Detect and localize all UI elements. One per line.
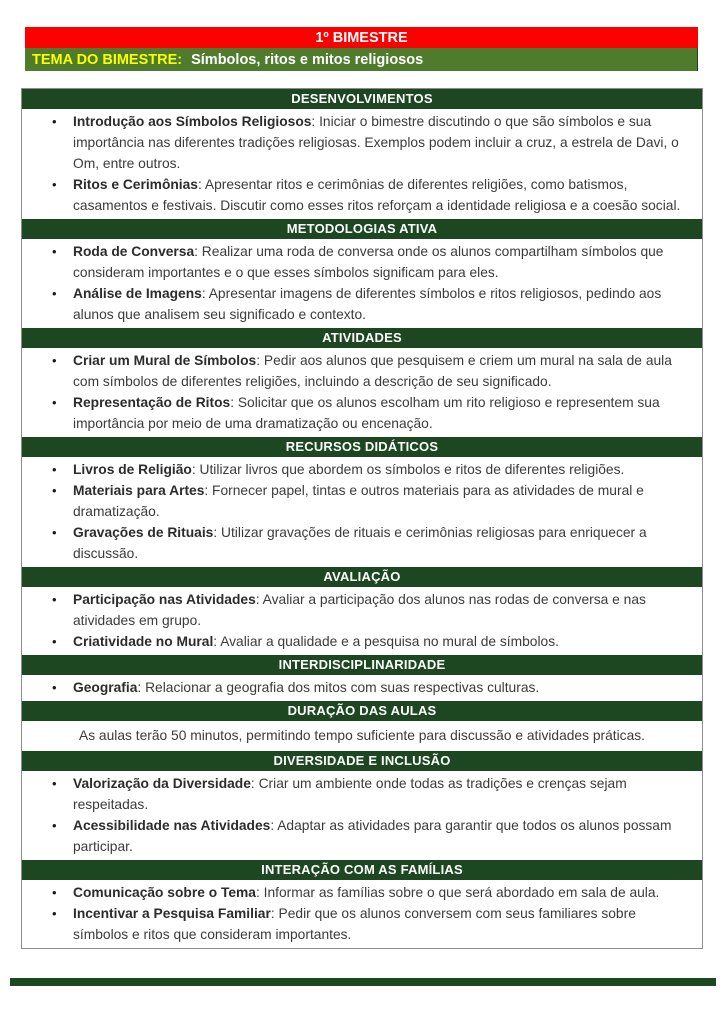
item-term: Ritos e Cerimônias — [73, 177, 198, 192]
list-item — [73, 677, 682, 698]
item-description: : Utilizar gravações de rituais e cerimônias religiosas para enriquecer a discussão. — [73, 525, 647, 561]
list-item — [73, 480, 682, 522]
list-item — [73, 241, 682, 283]
section-atividades — [22, 328, 702, 437]
item-term: Introdução aos Símbolos Religiosos — [73, 114, 312, 129]
item-description: : Criar um ambiente onde todas as tradições e crenças sejam respeitadas. — [73, 776, 627, 812]
item-term: Análise de Imagens — [73, 286, 202, 301]
list-item — [73, 882, 682, 903]
item-description: : Pedir aos alunos que pesquisem e criem um mural na sala de aula com símbolos de diferentes religiões, incluindo a descrição de seu significado. — [73, 353, 672, 389]
section-header-interacao-com-as-familias: INTERAÇÃO COM AS FAMÍLIAS — [22, 860, 702, 880]
item-term: Geografia — [73, 680, 138, 695]
section-interacao-com-as-familias — [22, 860, 702, 948]
section-header-duracao-das-aulas: DURAÇÃO DAS AULAS — [22, 701, 702, 721]
plan-content-box — [21, 88, 703, 949]
list-item — [73, 773, 682, 815]
section-list — [22, 109, 702, 219]
section-list — [22, 771, 702, 860]
theme-label: TEMA DO BIMESTRE: — [32, 51, 183, 68]
item-description: : Adaptar as atividades para garantir que todos os alunos possam participar. — [73, 818, 672, 854]
item-term: Livros de Religião — [73, 462, 192, 477]
section-avaliacao — [22, 567, 702, 655]
list-item — [73, 350, 682, 392]
item-description: : Apresentar ritos e cerimônias de diferentes religiões, como batismos, casamentos e festivais. Discutir como esses ritos reforçam a identidade religiosa e a coesão social. — [73, 177, 681, 213]
section-header-atividades: ATIVIDADES — [22, 328, 702, 348]
section-duracao-das-aulas — [22, 701, 702, 751]
section-header-recursos-didaticos: RECURSOS DIDÁTICOS — [22, 437, 702, 457]
item-description: : Apresentar imagens de diferentes símbolos e ritos religiosos, pedindo aos alunos que analisem seu significado e contexto. — [73, 286, 662, 322]
item-description: : Iniciar o bimestre discutindo o que são símbolos e sua importância nas diferentes tradições religiosas. Exemplos podem incluir a cruz, a estrela de Davi, o Om, entre outros. — [73, 114, 679, 171]
list-item — [73, 522, 682, 564]
section-header-metodologias-ativa: METODOLOGIAS ATIVA — [22, 219, 702, 239]
theme-bar — [25, 48, 698, 71]
section-desenvolvimentos — [22, 89, 702, 219]
item-description: : Relacionar a geografia dos mitos com suas respectivas culturas. — [137, 680, 540, 695]
section-header-interdisciplinaridade: INTERDISCIPLINARIDADE — [22, 655, 702, 675]
theme-value: Símbolos, ritos e mitos religiosos — [191, 51, 424, 68]
item-term: Participação nas Atividades — [73, 592, 256, 607]
item-description: : Utilizar livros que abordem os símbolos e ritos de diferentes religiões. — [191, 462, 625, 477]
item-term: Comunicação sobre o Tema — [73, 885, 256, 900]
item-description: : Avaliar a participação dos alunos nas rodas de conversa e nas atividades em grupo. — [73, 592, 646, 628]
list-item — [73, 589, 682, 631]
section-header-avaliacao: AVALIAÇÃO — [22, 567, 702, 587]
sections-container — [22, 89, 702, 948]
item-term: Materiais para Artes — [73, 483, 205, 498]
section-interdisciplinaridade — [22, 655, 702, 701]
item-description: : Informar as famílias sobre o que será abordado em sala de aula. — [255, 885, 660, 900]
section-header-desenvolvimentos: DESENVOLVIMENTOS — [22, 89, 702, 109]
item-term: Incentivar a Pesquisa Familiar — [73, 906, 271, 921]
section-list — [22, 675, 702, 701]
item-description: : Avaliar a qualidade e a pesquisa no mural de símbolos. — [213, 634, 559, 649]
list-item — [73, 392, 682, 434]
list-item — [73, 174, 682, 216]
section-list — [22, 587, 702, 655]
section-list — [22, 457, 702, 567]
list-item — [73, 903, 682, 945]
footer-divider-bar — [10, 978, 716, 986]
item-term: Valorização da Diversidade — [73, 776, 251, 791]
section-recursos-didaticos — [22, 437, 702, 567]
item-term: Representação de Ritos — [73, 395, 231, 410]
item-term: Criatividade no Mural — [73, 634, 214, 649]
item-description: : Pedir que os alunos conversem com seus familiares sobre símbolos e ritos que consideram importantes. — [73, 906, 636, 942]
section-paragraph: As aulas terão 50 minutos, permitindo tempo suficiente para discussão e atividades práticas. — [79, 728, 645, 743]
item-term: Gravações de Rituais — [73, 525, 214, 540]
item-term: Criar um Mural de Símbolos — [73, 353, 257, 368]
item-description: : Realizar uma roda de conversa onde os alunos compartilham símbolos que consideram importantes e o que esses símbolos significam para eles. — [73, 244, 664, 280]
section-header-diversidade-e-inclusao: DIVERSIDADE E INCLUSÃO — [22, 751, 702, 771]
list-item — [73, 111, 682, 174]
bimestre-title-bar — [25, 27, 698, 48]
section-list — [22, 239, 702, 328]
section-list — [22, 348, 702, 437]
item-description: : Solicitar que os alunos escolham um rito religioso e representem sua importância por meio de uma dramatização ou encenação. — [73, 395, 660, 431]
section-list — [22, 880, 702, 948]
item-term: Acessibilidade nas Atividades — [73, 818, 271, 833]
item-term: Roda de Conversa — [73, 244, 195, 259]
item-description: : Fornecer papel, tintas e outros materiais para as atividades de mural e dramatização. — [73, 483, 644, 519]
section-metodologias-ativa — [22, 219, 702, 328]
list-item — [73, 459, 682, 480]
list-item — [73, 631, 682, 652]
section-diversidade-e-inclusao — [22, 751, 702, 860]
bimestre-title: 1º BIMESTRE — [315, 29, 408, 46]
list-item — [73, 815, 682, 857]
list-item — [73, 283, 682, 325]
